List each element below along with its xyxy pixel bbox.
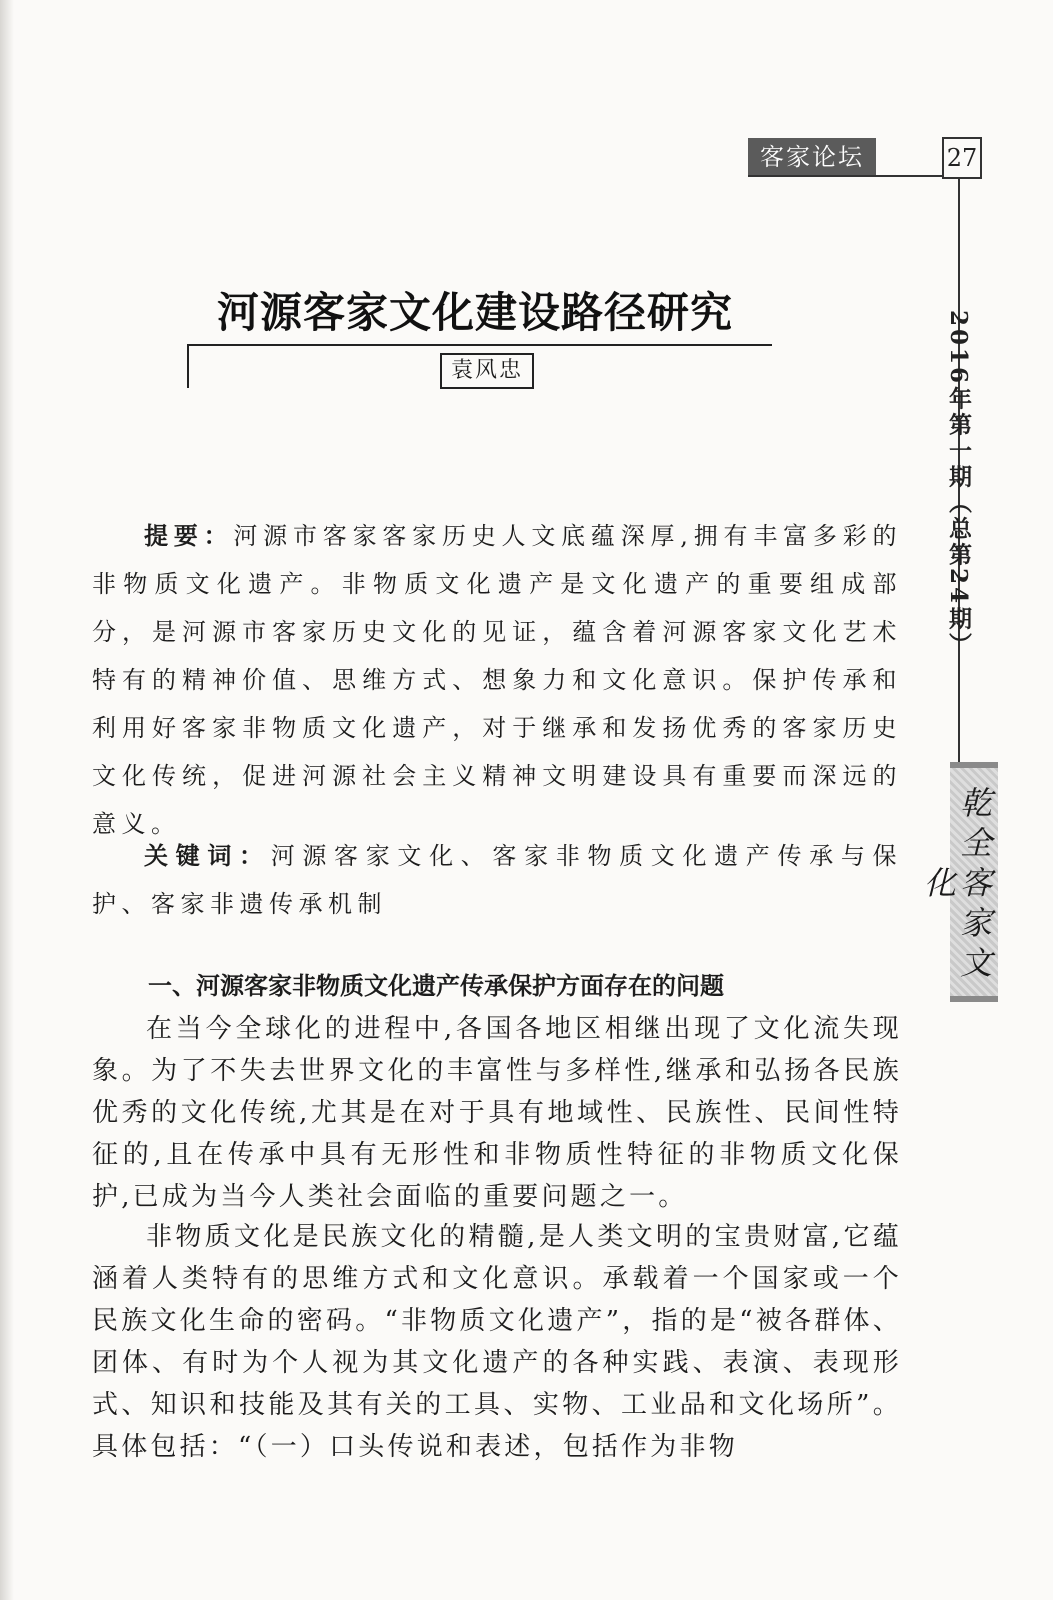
article-title: 河源客家文化建设路径研究 <box>216 288 733 337</box>
title-rule-tick <box>187 344 189 388</box>
keywords-text: 河源客家文化、客家非物质文化遗产传承与保护、客家非遗传承机制 <box>92 842 903 918</box>
section-heading: 一、河源客家非物质文化遗产传承保护方面存在的问题 <box>148 972 724 1000</box>
keywords <box>92 832 902 928</box>
abstract-label: 提要： <box>144 521 234 550</box>
page-edge-shadow <box>0 0 14 1600</box>
author-name: 袁风忠 <box>440 353 534 389</box>
body-paragraph-2: 非物质文化是民族文化的精髓,是人类文明的宝贵财富,它蕴涵着人类特有的思维方式和文化意识。承载着一个国家或一个民族文化生命的密码。“非物质文化遗产”，指的是“被各群体、团体、有时为个人视为其文化遗产的各种实践、表演、表现形式、知识和技能及其有关的工具、实物、工业品和文化场所”。具体包括：“（一）口头传说和表述，包括作为非物 <box>92 1222 902 1462</box>
page-number: 27 <box>942 137 982 179</box>
body-paragraph-1: 在当今全球化的进程中,各国各地区相继出现了文化流失现象。为了不失去世界文化的丰富性与多样性,继承和弘扬各民族优秀的文化传统,尤其是在对于具有地域性、民族性、民间性特征的,且在传承中具有无形性和非物质性特征的非物质文化保护,已成为当今人类社会面临的重要问题之一。 <box>92 1014 902 1212</box>
magazine-logo-banner <box>919 762 998 1002</box>
issue-info: 2016年第一期（总第24期） <box>945 310 972 659</box>
keywords-label: 关键词： <box>144 841 271 870</box>
magazine-logo: 乾全客家文化 <box>919 786 993 986</box>
abstract <box>92 512 902 848</box>
title-rule <box>188 344 772 346</box>
header-rule <box>748 175 943 177</box>
section-label: 客家论坛 <box>748 138 876 176</box>
abstract-text: 河源市客家客家历史人文底蕴深厚,拥有丰富多彩的非物质文化遗产。非物质文化遗产是文化遗产的重要组成部分，是河源市客家历史文化的见证，蕴含着河源客家文化艺术特有的精神价值、思维方式、想象力和文化意识。保护传承和利用好客家非物质文化遗产，对于继承和发扬优秀的客家历史文化传统，促进河源社会主义精神文明建设具有重要而深远的意义。 <box>92 522 902 838</box>
